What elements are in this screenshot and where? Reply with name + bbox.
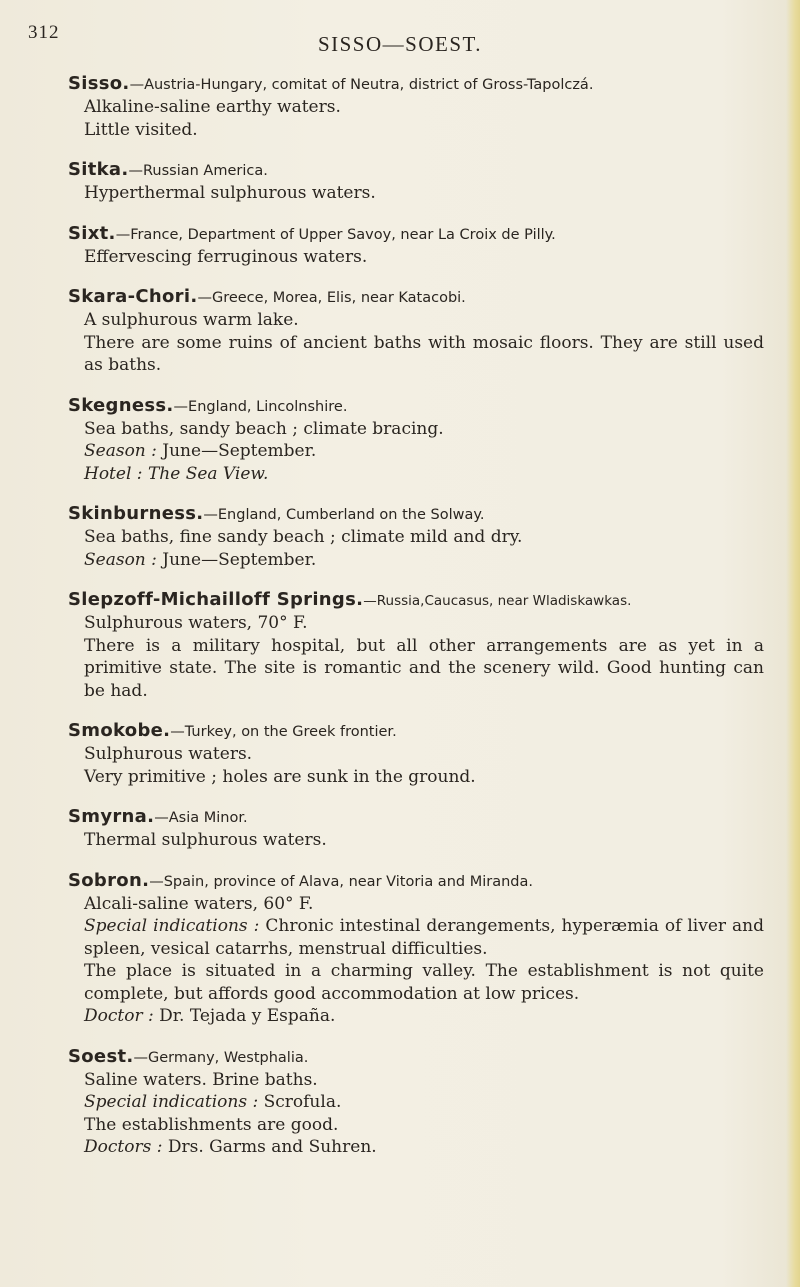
entry-sisso bbox=[68, 73, 764, 141]
entry-location: —Asia Minor. bbox=[154, 810, 248, 826]
entry-hotel bbox=[84, 463, 764, 486]
season-value: June—September. bbox=[162, 441, 317, 461]
entry-text: Effervescing ferruginous waters. bbox=[84, 246, 368, 267]
entry-text: A sulphurous warm lake. bbox=[84, 310, 299, 330]
entry-sobron bbox=[68, 870, 764, 1028]
entry-text: Alcali-saline waters, 60° F. bbox=[84, 893, 314, 914]
entry-smokobe bbox=[68, 720, 764, 788]
entry-location: —Austria-Hungary, comitat of Neutra, district of Gross-Tapolczá. bbox=[129, 77, 594, 93]
entry-text: Hyperthermal sulphurous waters. bbox=[84, 183, 376, 203]
doctor-value: Dr. Tejada y España. bbox=[159, 1006, 336, 1026]
entries-list bbox=[68, 73, 764, 1177]
entry-term: Skara-Chori. bbox=[68, 286, 198, 307]
entry-text: Sea baths, sandy beach ; climate bracing. bbox=[84, 418, 444, 439]
entry-heading bbox=[68, 286, 764, 309]
entry-text: The place is situated in a charming valley. The establishment is not quite complete, but affords good accommodation at low prices. bbox=[84, 961, 764, 1004]
entry-heading bbox=[68, 589, 764, 612]
doctor-value: Drs. Garms and Suhren. bbox=[167, 1137, 377, 1157]
entry-sitka bbox=[68, 159, 764, 205]
season-label: Season : bbox=[84, 441, 157, 461]
entry-heading bbox=[68, 395, 764, 418]
entry-doctor bbox=[84, 1005, 764, 1028]
entry-term: Slepzoff-Michailloff Springs. bbox=[68, 589, 364, 610]
entry-location: —England, Cumberland on the Solway. bbox=[203, 507, 485, 523]
entry-text: The establishments are good. bbox=[84, 1114, 339, 1135]
entry-heading bbox=[68, 1046, 764, 1069]
entry-location: —Russian America. bbox=[128, 163, 268, 179]
entry-location: —Spain, province of Alava, near Vitoria and Miranda. bbox=[149, 873, 533, 890]
entry-term: Skinburness. bbox=[68, 503, 204, 524]
entry-location: —France, Department of Upper Savoy, near La Croix de Pilly. bbox=[115, 226, 556, 243]
entry-text: Very primitive ; holes are sunk in the ground. bbox=[84, 766, 476, 787]
entry-slepzoff-michailloff bbox=[68, 589, 764, 702]
page-number: 312 bbox=[28, 22, 60, 43]
entry-season bbox=[84, 549, 764, 572]
entry-heading bbox=[68, 223, 764, 246]
page-header bbox=[0, 22, 800, 56]
entry-skinburness bbox=[68, 503, 764, 571]
entry-text: Alkaline-saline earthy waters. bbox=[84, 97, 341, 117]
entry-term: Sisso. bbox=[68, 73, 130, 94]
entry-term: Smyrna. bbox=[68, 806, 155, 827]
entry-special-indications bbox=[84, 915, 764, 960]
entry-text: Thermal sulphurous waters. bbox=[84, 830, 327, 850]
entry-text: Little visited. bbox=[84, 119, 198, 140]
doctor-label: Doctor : bbox=[84, 1006, 154, 1026]
special-indications-label: Special indications : bbox=[84, 916, 260, 936]
entry-location: —England, Lincolnshire. bbox=[173, 398, 348, 415]
page-edge bbox=[786, 0, 800, 1287]
entry-text: Saline waters. Brine baths. bbox=[84, 1069, 318, 1090]
hotel-value: The Sea View. bbox=[147, 463, 269, 484]
entry-skegness bbox=[68, 395, 764, 486]
special-indications-label: Special indications : bbox=[84, 1092, 259, 1112]
entry-heading bbox=[68, 503, 764, 526]
entry-term: Sixt. bbox=[68, 222, 116, 244]
entry-smyrna bbox=[68, 806, 764, 852]
entry-heading bbox=[68, 720, 764, 743]
entry-location: —Turkey, on the Greek frontier. bbox=[170, 724, 397, 740]
entry-term: Smokobe. bbox=[68, 720, 171, 741]
entry-text: There is a military hospital, but all other arrangements are as yet in a primitive state. The site is romantic and the scenery wild. Good hunting can be had. bbox=[84, 635, 764, 701]
entry-doctor bbox=[84, 1136, 764, 1159]
entry-heading bbox=[68, 870, 764, 893]
season-label: Season : bbox=[84, 549, 157, 570]
entry-location: —Greece, Morea, Elis, near Katacobi. bbox=[197, 290, 466, 306]
entry-term: Soest. bbox=[68, 1045, 134, 1067]
entry-text: Sulphurous waters. bbox=[84, 744, 253, 764]
hotel-label: Hotel : bbox=[84, 463, 143, 484]
entry-term: Sitka. bbox=[68, 159, 129, 180]
doctor-label: Doctors : bbox=[84, 1137, 163, 1157]
entry-season bbox=[84, 440, 764, 463]
entry-soest bbox=[68, 1046, 764, 1159]
season-value: June—September. bbox=[162, 549, 317, 570]
entry-location: —Germany, Westphalia. bbox=[133, 1049, 309, 1066]
entry-text: Sea baths, fine sandy beach ; climate mild and dry. bbox=[84, 527, 523, 547]
entry-text: There are some ruins of ancient baths with mosaic floors. They are still used as baths. bbox=[84, 332, 764, 375]
entry-sixt bbox=[68, 223, 764, 269]
entry-term: Sobron. bbox=[68, 869, 150, 891]
entry-heading bbox=[68, 73, 764, 96]
entry-heading bbox=[68, 806, 764, 829]
special-indications-value: Scrofula. bbox=[263, 1092, 342, 1112]
entry-location: —Russia,Caucasus, near Wladiskawkas. bbox=[363, 593, 632, 609]
entry-text: Sulphurous waters, 70° F. bbox=[84, 613, 308, 633]
entry-heading bbox=[68, 159, 764, 182]
entry-special-indications bbox=[84, 1091, 764, 1114]
running-head: SISSO—SOEST. bbox=[317, 32, 483, 56]
entry-skara-chori bbox=[68, 286, 764, 377]
entry-term: Skegness. bbox=[68, 394, 174, 416]
special-indications-value: Chronic intestinal derangements, hyperæmia of liver and spleen, vesical catarrhs, menstrual difficulties. bbox=[84, 916, 764, 959]
